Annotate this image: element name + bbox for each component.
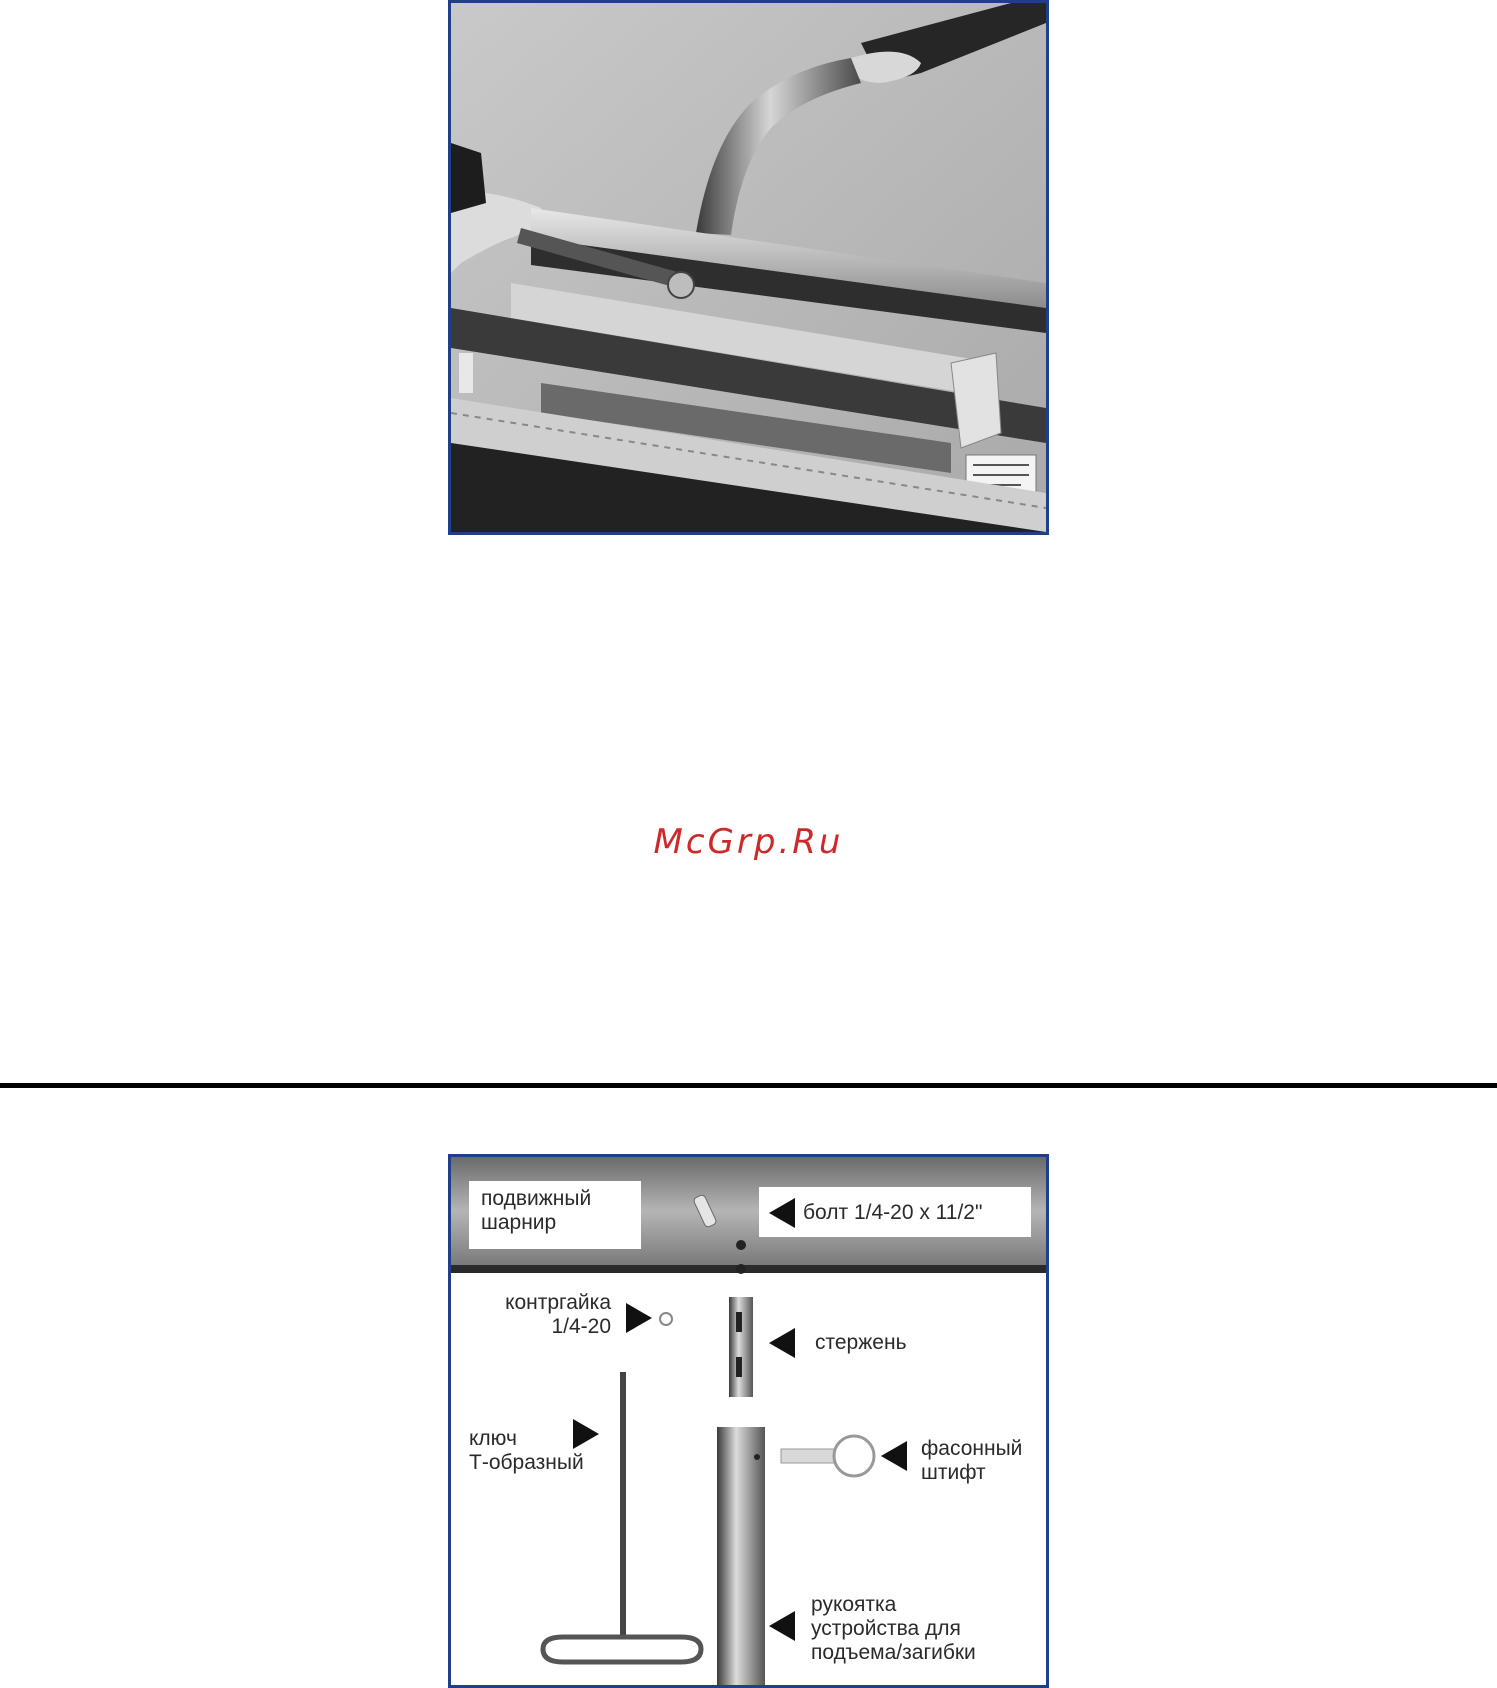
label-movable-hinge: подвижный шарнир (469, 1181, 641, 1249)
handle-installation-illustration (451, 3, 1046, 532)
photo-handle-installation (448, 0, 1049, 535)
label-bolt: болт 1/4-20 x 11/2" (803, 1201, 983, 1224)
label-shaped-pin: фасонный штифт (921, 1437, 1023, 1484)
t-key-arrow-icon (573, 1419, 599, 1449)
watermark: McGrp.Ru (653, 822, 844, 862)
photo-parts-diagram (448, 1154, 1049, 1688)
label-locknut: контргайка 1/4-20 (505, 1291, 611, 1338)
handle-arrow-icon (769, 1611, 795, 1641)
rod-arrow-icon (769, 1328, 795, 1358)
pin-arrow-icon (881, 1441, 907, 1471)
label-lifting-handle: рукоятка устройства для подъема/загибки (811, 1593, 976, 1664)
section-divider (0, 1083, 1497, 1088)
bolt-arrow-icon (769, 1198, 795, 1228)
label-rod: стержень (815, 1331, 907, 1354)
locknut-arrow-icon (626, 1303, 652, 1333)
label-t-key: ключ Т-образный (469, 1427, 584, 1474)
